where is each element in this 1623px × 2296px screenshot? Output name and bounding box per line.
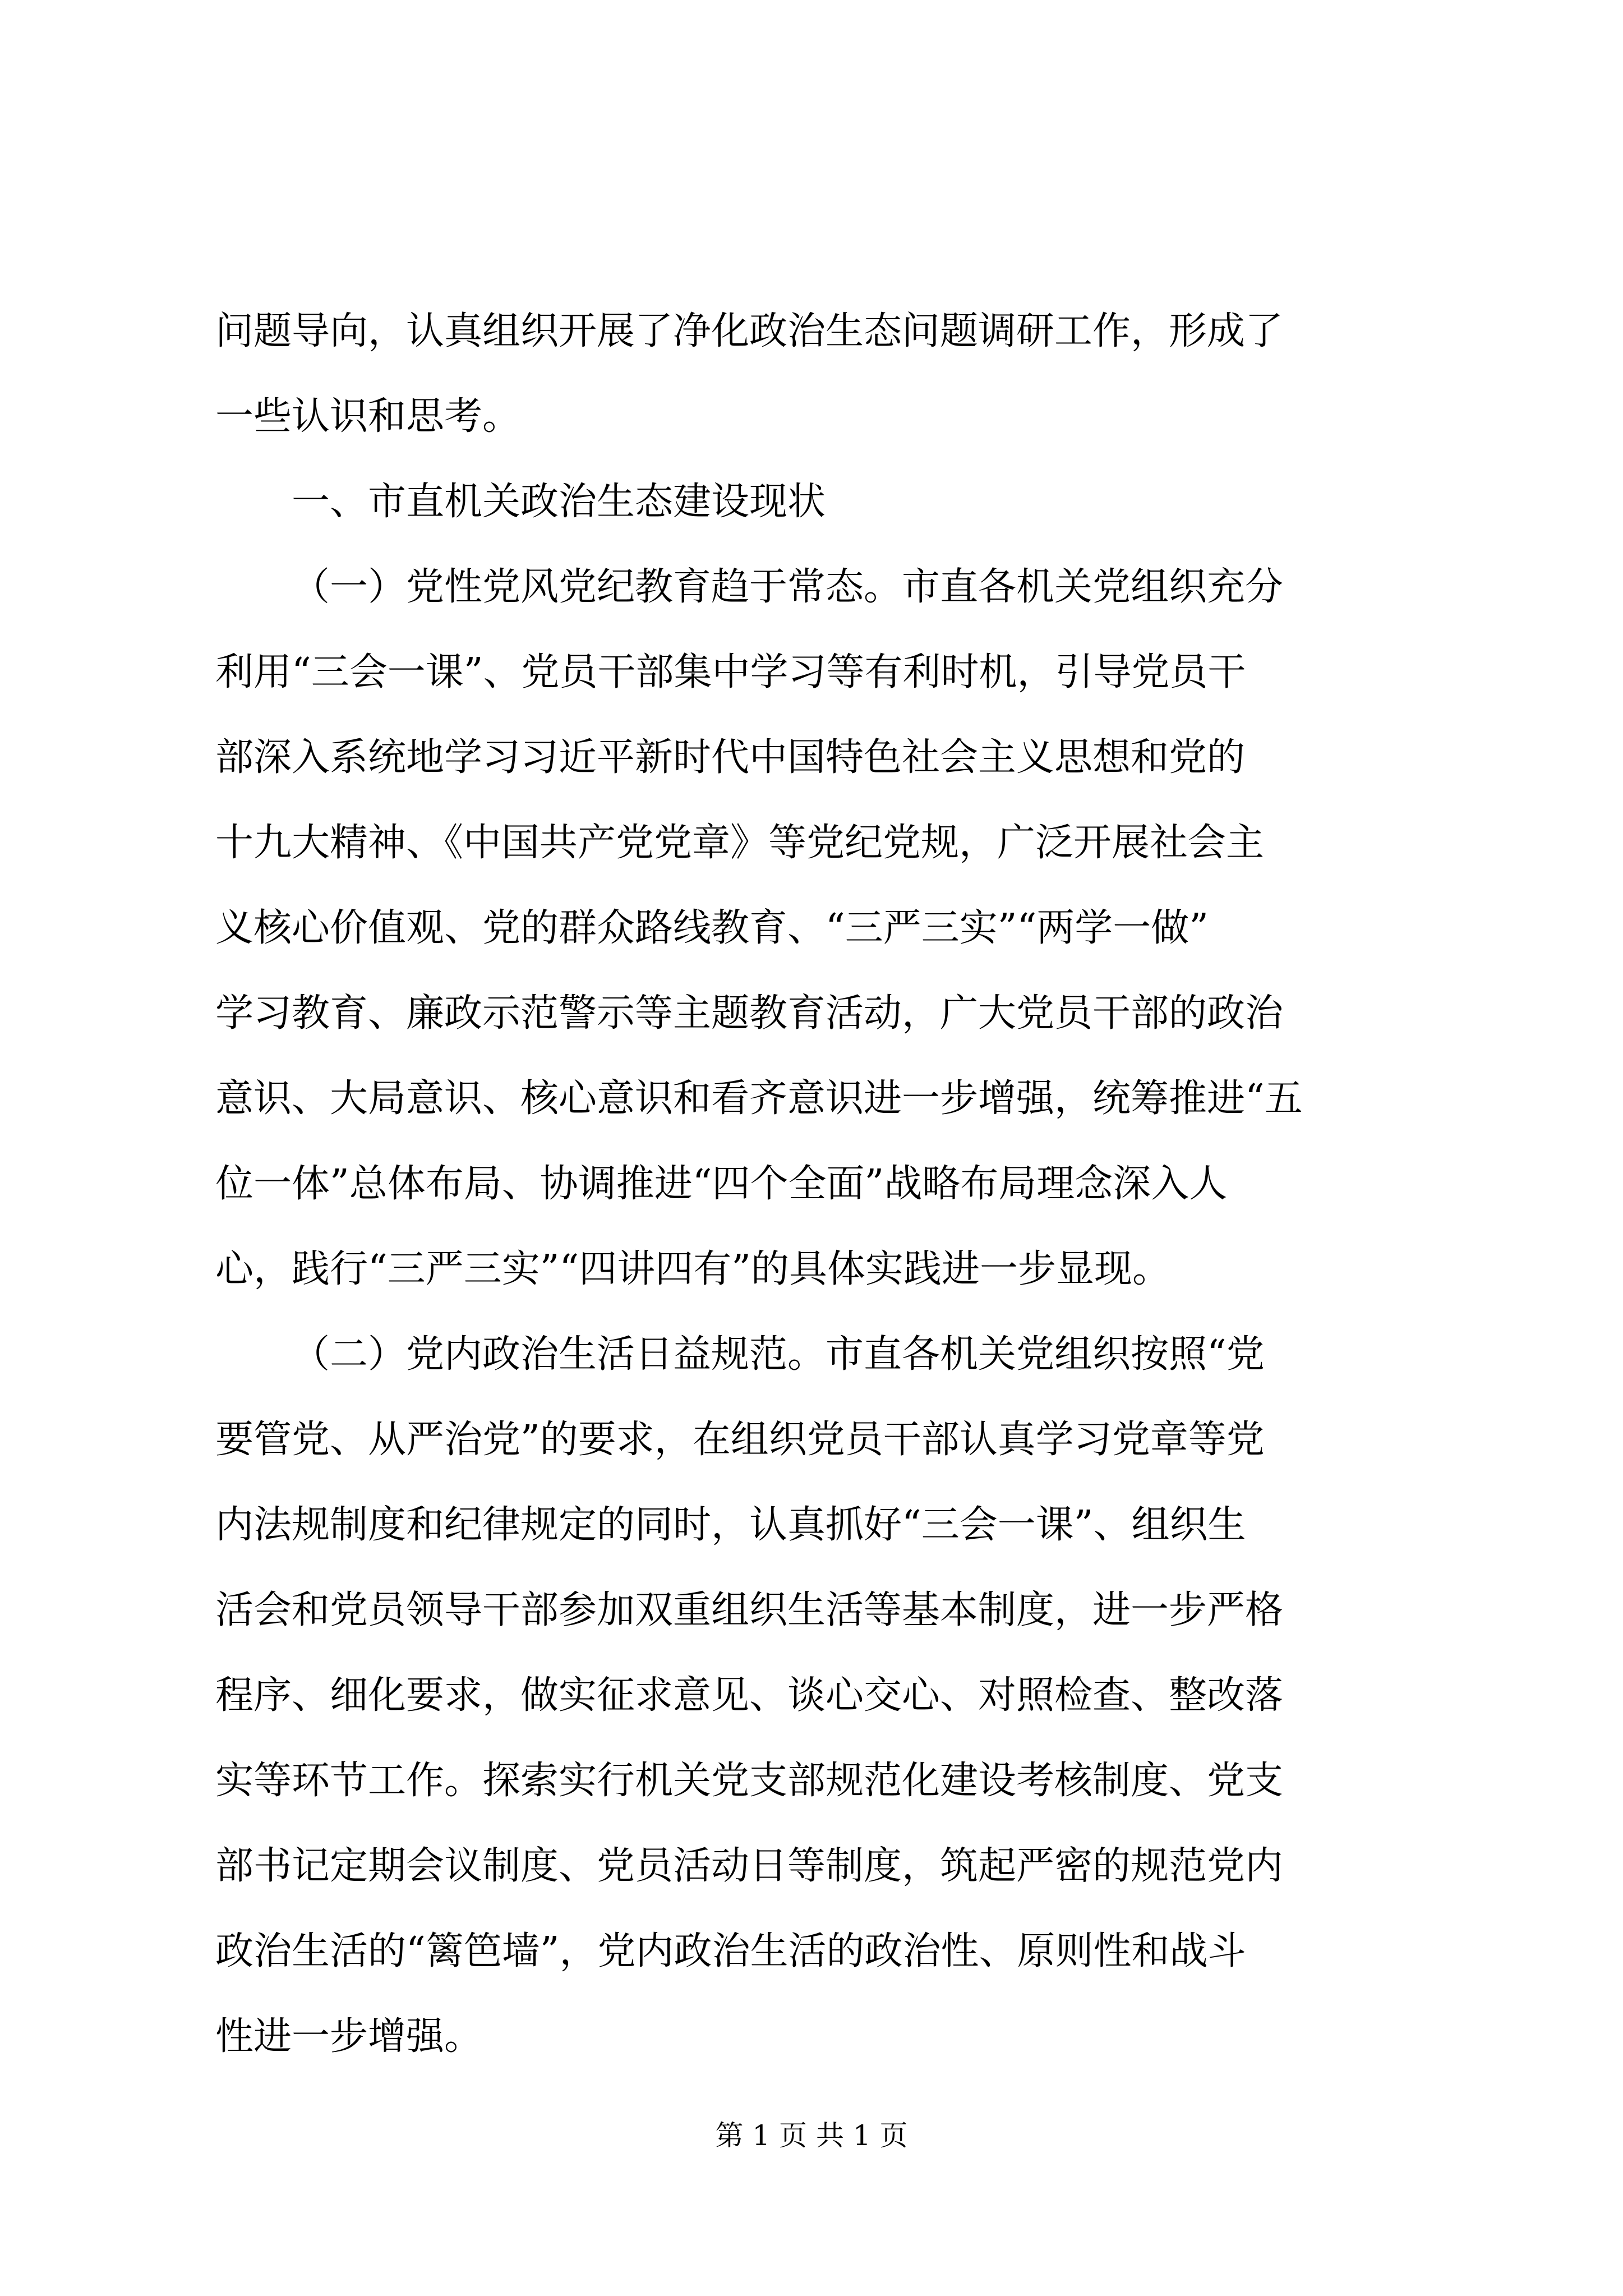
text-line: 部书记定期会议制度、党员活动日等制度，筑起严密的规范党内 bbox=[215, 1844, 1284, 1888]
text-line: 义核心价值观、党的群众路线教育、“三严三实”“两学一做” bbox=[215, 906, 1209, 950]
text-line: 程序、细化要求，做实征求意见、谈心交心、对照检查、整改落 bbox=[215, 1673, 1284, 1718]
text-line: 问题导向，认真组织开展了净化政治生态问题调研工作，形成了 bbox=[215, 309, 1284, 353]
text-line: 位一体”总体布局、协调推进“四个全面”战略布局理念深入人 bbox=[215, 1162, 1228, 1206]
section-heading: 一、市直机关政治生态建设现状 bbox=[292, 480, 826, 524]
text-line: 部深入系统地学习习近平新时代中国特色社会主义思想和党的 bbox=[215, 735, 1246, 780]
subsection-heading-line: （二）党内政治生活日益规范。市直各机关党组织按照“党 bbox=[292, 1332, 1265, 1377]
document-body bbox=[215, 289, 1415, 2079]
text-line: 政治生活的“篱笆墙”，党内政治生活的政治性、原则性和战斗 bbox=[215, 1929, 1246, 1973]
text-line: 要管党、从严治党”的要求，在组织党员干部认真学习党章等党 bbox=[215, 1418, 1265, 1462]
text-line: 活会和党员领导干部参加双重组织生活等基本制度，进一步严格 bbox=[215, 1588, 1284, 1632]
text-line: 利用“三会一课”、党员干部集中学习等有利时机，引导党员干 bbox=[215, 650, 1246, 694]
text-line: 学习教育、廉政示范警示等主题教育活动，广大党员干部的政治 bbox=[215, 991, 1284, 1036]
text-line: 意识、大局意识、核心意识和看齐意识进一步增强，统筹推进“五 bbox=[215, 1076, 1303, 1121]
text-line: 十九大精神、《中国共产党党章》等党纪党规，广泛开展社会主 bbox=[215, 821, 1265, 865]
text-line: 实等环节工作。探索实行机关党支部规范化建设考核制度、党支 bbox=[215, 1759, 1284, 1803]
text-line: 性进一步增强。 bbox=[215, 2014, 483, 2059]
subsection-heading-line: （一）党性党风党纪教育趋于常态。市直各机关党组织充分 bbox=[292, 565, 1284, 609]
page-number-footer: 第 1 页 共 1 页 bbox=[715, 2119, 908, 2152]
text-line: 内法规制度和纪律规定的同时，认真抓好“三会一课”、组织生 bbox=[215, 1503, 1246, 1547]
text-line: 一些认识和思考。 bbox=[215, 394, 521, 439]
text-line: 心，践行“三严三实”“四讲四有”的具体实践进一步显现。 bbox=[215, 1247, 1171, 1291]
